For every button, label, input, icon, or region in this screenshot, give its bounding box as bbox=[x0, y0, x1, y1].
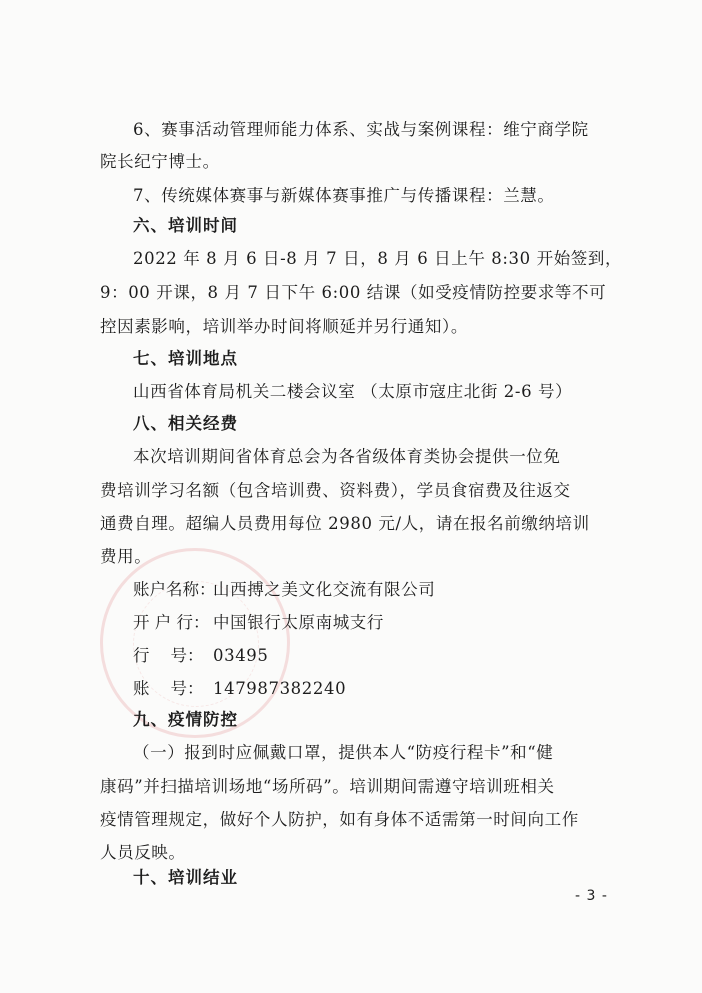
location-text: 山西省体育局机关二楼会议室 （太原市寇庄北街 2-6 号） bbox=[133, 382, 573, 401]
fees-paragraph-line-3: 通费自理。超编人员费用每位 2980 元/人，请在报名前缴纳培训 bbox=[100, 514, 590, 533]
epidemic-paragraph-line-3: 疫情管理规定，做好个人防护，如有身体不适需第一时间向工作 bbox=[100, 810, 579, 829]
time-paragraph-line-1: 2022 年 8 月 6 日-8 月 7 日，8 月 6 日上午 8:30 开始签到， bbox=[133, 249, 623, 268]
course-item-7: 7、传统媒体赛事与新媒体赛事推广与传播课程：兰慧。 bbox=[133, 186, 555, 205]
section-heading-fees: 八、相关经费 bbox=[133, 414, 238, 433]
account-name-label: 账户名称： bbox=[133, 580, 216, 599]
epidemic-paragraph-line-4: 人员反映。 bbox=[100, 843, 186, 862]
account-bank-row bbox=[133, 610, 653, 636]
page-number: - 3 - bbox=[575, 888, 608, 904]
account-code-label: 行 号： bbox=[133, 646, 204, 665]
account-name-value: 山西搏之美文化交流有限公司 bbox=[213, 580, 436, 599]
account-number-row bbox=[133, 676, 653, 702]
account-name-row bbox=[133, 577, 653, 603]
account-code-row bbox=[133, 643, 653, 669]
account-number-value: 147987382240 bbox=[213, 679, 347, 698]
time-paragraph-line-3: 控因素影响，培训举办时间将顺延并另行通知）。 bbox=[100, 317, 468, 336]
section-heading-time: 六、培训时间 bbox=[133, 216, 238, 235]
fees-paragraph-line-1: 本次培训期间省体育总会为各省级体育类协会提供一位免 bbox=[133, 447, 561, 466]
account-number-label: 账 号： bbox=[133, 679, 204, 698]
section-heading-location: 七、培训地点 bbox=[133, 349, 238, 368]
section-heading-epidemic: 九、疫情防控 bbox=[133, 710, 238, 729]
fees-paragraph-line-4: 费用。 bbox=[100, 547, 152, 566]
epidemic-paragraph-line-2: 康码”并扫描培训场地“场所码”。培训期间需遵守培训班相关 bbox=[100, 777, 555, 796]
account-bank-label: 开 户 行： bbox=[133, 613, 210, 632]
course-item-6-cont: 院长纪宁博士。 bbox=[100, 152, 220, 171]
account-code-value: 03495 bbox=[213, 646, 269, 665]
section-heading-completion: 十、培训结业 bbox=[133, 868, 238, 887]
time-paragraph-line-2: 9：00 开课，8 月 7 日下午 6:00 结课（如受疫情防控要求等不可 bbox=[100, 283, 607, 302]
account-bank-value: 中国银行太原南城支行 bbox=[213, 613, 384, 632]
epidemic-paragraph-line-1: （一）报到时应佩戴口罩，提供本人“防疫行程卡”和“健 bbox=[133, 743, 554, 762]
course-item-6: 6、赛事活动管理师能力体系、实战与案例课程：维宁商学院 bbox=[133, 120, 589, 139]
fees-paragraph-line-2: 费培训学习名额（包含培训费、资料费），学员食宿费及往返交 bbox=[100, 481, 571, 500]
